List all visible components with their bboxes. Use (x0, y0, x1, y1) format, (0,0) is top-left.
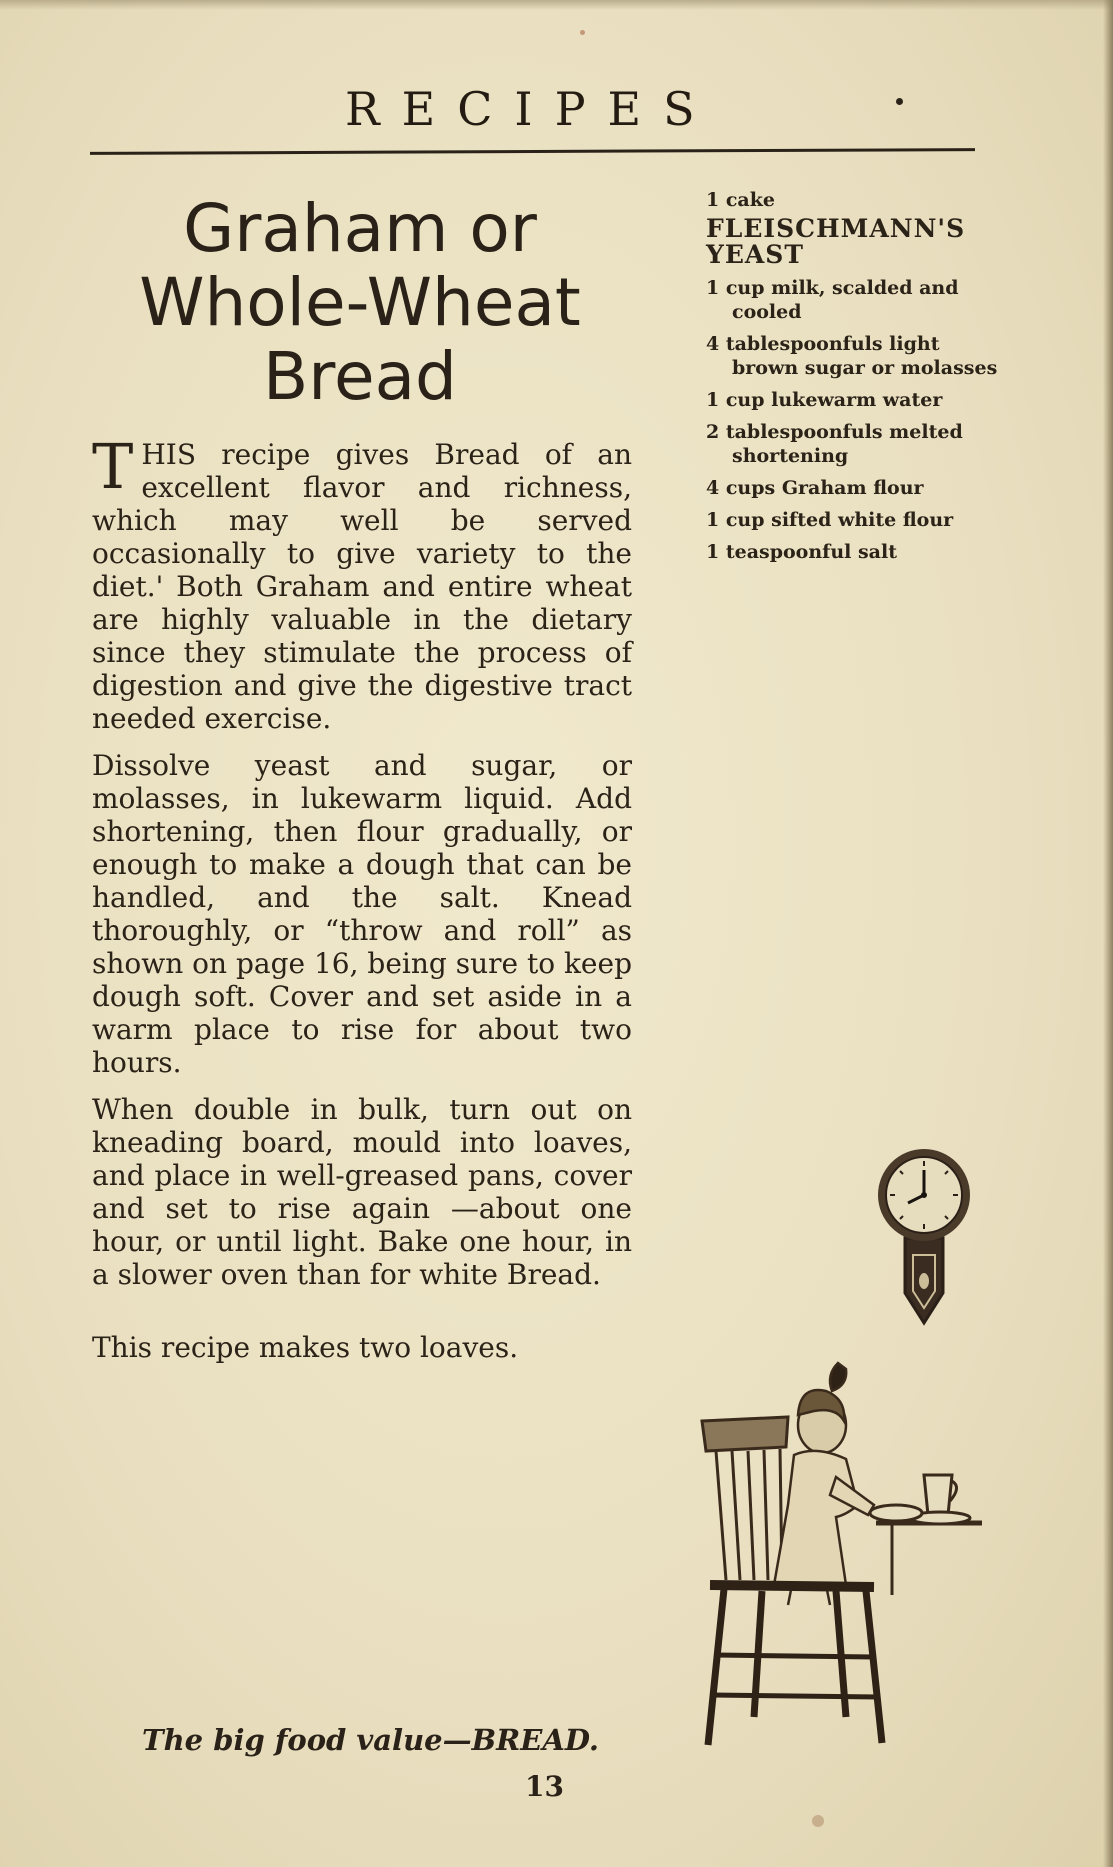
ingredient-item: 1 teaspoonful salt (706, 541, 897, 563)
method-paragraph-2: When double in bulk, turn out on kneading board, mould into loaves, and place in well-greased pans, cover and set to rise again —about one hour, or until light. Bake one hour, in a slower oven than for white Bread. (92, 1093, 632, 1291)
ingredient-item: 2 tablespoonfuls melted shortening (706, 421, 963, 467)
ingredient-item: 1 cup sifted white flour (706, 509, 954, 531)
method-paragraph-1: Dissolve yeast and sugar, or molasses, in lukewarm liquid. Add shortening, then flour gradually, or enough to make a dough that can be handled, and the salt. Knead thoroughly, or “throw and roll” as shown on page 16, being sure to keep dough soft. Cover and set aside in a warm place to rise for about two hours. (92, 749, 632, 1079)
recipe-title: Graham or Whole-Wheat Bread (139, 190, 581, 415)
wall-clock-icon (875, 1143, 973, 1328)
paper-stain (812, 1815, 824, 1827)
ingredient-heading: FLEISCHMANN'S YEAST (706, 214, 966, 269)
intro-text: HIS recipe gives Bread of an excellent flavor and richness, which may well be served occasionally to give variety to the diet.' Both Graham and entire wheat are highly valuable in the dietary since they stimulate the process of digestion and give the digestive tract needed exercise. (92, 438, 632, 735)
page-number: 13 (525, 1770, 564, 1803)
ingredient-item: 1 cup milk, scalded and cooled (706, 277, 959, 323)
recipe-body (92, 430, 632, 1378)
ingredient-item: 4 cups Graham flour (706, 477, 924, 499)
paper-stain (580, 30, 585, 35)
ingredient-item: 4 tablespoonfuls light brown sugar or molasses (706, 333, 998, 379)
page-right-edge-shadow (1103, 0, 1113, 1867)
page-top-edge-shadow (0, 0, 1113, 10)
intro-paragraph (92, 430, 632, 735)
ingredient-list (706, 188, 1006, 572)
ingredient-item: 1 cup lukewarm water (706, 389, 943, 411)
yield-text: This recipe makes two loaves. (92, 1331, 519, 1364)
drop-cap: T (92, 430, 134, 503)
ingredient-item: 1 cake (706, 189, 775, 211)
footer-slogan: The big food value—BREAD. (142, 1723, 600, 1757)
header-dot (896, 98, 903, 105)
child-on-chair-illustration (696, 1355, 986, 1755)
page-header: RECIPES (345, 82, 717, 136)
header-rule (90, 148, 975, 155)
